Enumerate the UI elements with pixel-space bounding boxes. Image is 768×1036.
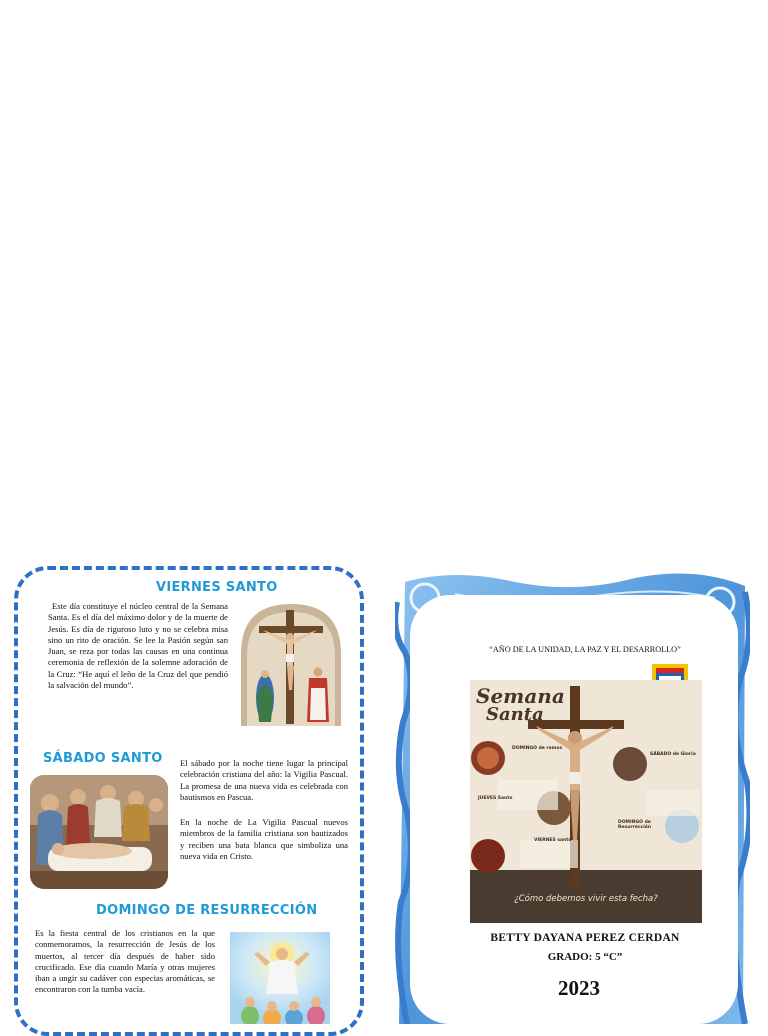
sabado-santo-text-2: En la noche de La Vigilia Pascual nuevos miembros de la familia cristiana son bautizados y reciben una bata blanca que simboliza una nueva vida en Cristo. xyxy=(180,817,348,861)
poster-question: ¿Cómo debemos vivir esta fecha? xyxy=(514,894,658,904)
poster-label-domingo-resurreccion: DOMINGO de Resurrección xyxy=(618,820,652,830)
poster-label-sabado: SÁBADO de Gloria xyxy=(650,752,696,757)
viernes-santo-text: Este día constituye el núcleo central de la Semana Santa. Es el día del máximo dolor y de la muerte de Jesús. Es día de riguroso luto y no se celebra misa sino un rito de oración. Se lee la Pasión según san Juan, se reza por todas las causas en una continua ceremonia de reflexión de la solemne adoración de la Cruz: “He aquí el leño de la Cruz del que pendió la salvación del mundo”. xyxy=(48,601,228,691)
student-grade: GRADO: 5 “C” xyxy=(547,951,623,963)
year-text: 2023 xyxy=(558,976,600,1000)
student-name: BETTY DAYANA PEREZ CERDAN xyxy=(490,932,680,944)
resurrection-image xyxy=(230,932,330,1024)
domingo-resurreccion-heading: DOMINGO DE RESURRECCIÓN xyxy=(96,903,318,918)
domingo-resurreccion-text: Es la fiesta central de los cristianos en la que conmemoramos, la resurrección de Jesús de los muertos, al tercer día después de haber sido crucificado. Ese día cuando María y otras mujeres iban a ungir su cadáver con especias aromáticas, se encontraron con la tumba vacía. xyxy=(35,928,215,995)
poster-label-domingo-ramos: DOMINGO de ramos xyxy=(512,746,563,751)
sabado-santo-heading: SÁBADO SANTO xyxy=(43,751,163,766)
crucifixion-image xyxy=(241,604,341,726)
poster-label-jueves: JUEVES Santo xyxy=(478,796,513,801)
viernes-santo-heading: VIERNES SANTO xyxy=(156,580,278,595)
poster-title-santa: Santa xyxy=(486,704,544,725)
sabado-santo-text-1: El sábado por la noche tiene lugar la principal celebración cristiana del año: la Vigilia Pascual. La promesa de una nueva vida es celebrada con bautismos en Pascua. xyxy=(180,758,348,802)
entombment-image xyxy=(30,775,168,889)
motto-text: “AÑO DE LA UNIDAD, LA PAZ Y EL DESARROLLO” xyxy=(489,645,681,654)
poster-title-semana: Semana xyxy=(476,684,565,708)
poster-label-viernes: VIERNES santo xyxy=(534,838,572,843)
